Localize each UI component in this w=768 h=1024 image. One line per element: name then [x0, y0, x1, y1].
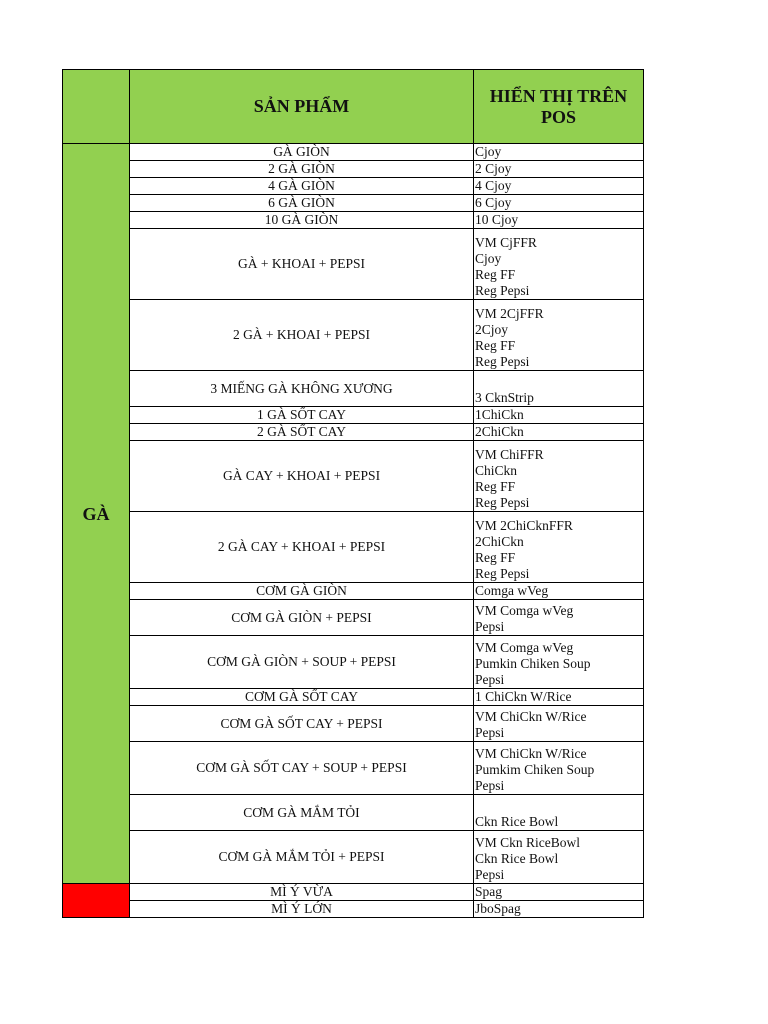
- table-row: [63, 407, 644, 424]
- product-name: CƠM GÀ GIÒN + SOUP + PEPSI: [130, 636, 474, 689]
- pos-display-cell: [474, 600, 644, 636]
- pos-display-cell: [474, 742, 644, 795]
- table-row: [63, 795, 644, 831]
- pos-line: Cjoy: [475, 251, 502, 266]
- pos-line: Pepsi: [475, 619, 505, 634]
- pos-display-cell: [474, 901, 644, 918]
- table-row: [63, 831, 644, 884]
- header-category-cell: [63, 70, 130, 144]
- table-row: [63, 742, 644, 795]
- pos-line: 2ChiCkn: [475, 424, 524, 439]
- product-name: 6 GÀ GIÒN: [130, 195, 474, 212]
- pos-display-cell: [474, 441, 644, 512]
- header-product: SẢN PHẨM: [130, 70, 474, 144]
- pos-display-cell: [474, 229, 644, 300]
- pos-line: Comga wVeg: [475, 583, 549, 598]
- pos-line: VM 2ChiCknFFR: [475, 518, 573, 533]
- product-name: 2 GÀ CAY + KHOAI + PEPSI: [130, 512, 474, 583]
- pos-line: 1 ChiCkn W/Rice: [475, 689, 572, 704]
- pos-line: VM CjFFR: [475, 235, 537, 250]
- header-row: [63, 70, 644, 144]
- pos-line: VM ChiCkn W/Rice: [475, 709, 587, 724]
- pos-line: VM Comga wVeg: [475, 603, 574, 618]
- table-row: [63, 371, 644, 407]
- pos-line: Pumkim Chiken Soup: [475, 762, 595, 777]
- table-row: [63, 212, 644, 229]
- category-cell: [63, 884, 130, 918]
- pos-line: 2 Cjoy: [475, 161, 512, 176]
- pos-display-cell: [474, 195, 644, 212]
- pos-line: 6 Cjoy: [475, 195, 512, 210]
- pos-line: VM ChiCkn W/Rice: [475, 746, 587, 761]
- table-row: [63, 636, 644, 689]
- table-row: [63, 512, 644, 583]
- pos-line: Reg FF: [475, 550, 516, 565]
- pos-line: 2ChiCkn: [475, 534, 524, 549]
- pos-display-cell: [474, 831, 644, 884]
- pos-line: Ckn Rice Bowl: [475, 814, 559, 829]
- pos-display-cell: [474, 689, 644, 706]
- pos-line: Cjoy: [475, 144, 502, 159]
- table-row: [63, 901, 644, 918]
- product-name: GÀ GIÒN: [130, 144, 474, 161]
- product-name: 10 GÀ GIÒN: [130, 212, 474, 229]
- pos-display-cell: [474, 512, 644, 583]
- pos-display-cell: [474, 212, 644, 229]
- product-name: CƠM GÀ SỐT CAY + PEPSI: [130, 706, 474, 742]
- table-row: [63, 600, 644, 636]
- pos-display-cell: [474, 884, 644, 901]
- pos-line: Pepsi: [475, 867, 505, 882]
- product-name: MÌ Ý LỚN: [130, 901, 474, 918]
- pos-line: Reg Pepsi: [475, 354, 530, 369]
- product-name: 1 GÀ SỐT CAY: [130, 407, 474, 424]
- pos-line: Reg Pepsi: [475, 283, 530, 298]
- table-row: [63, 424, 644, 441]
- table-row: [63, 178, 644, 195]
- pos-display-cell: [474, 583, 644, 600]
- pos-line: Reg FF: [475, 267, 516, 282]
- product-name: 2 GÀ GIÒN: [130, 161, 474, 178]
- pos-display-cell: [474, 371, 644, 407]
- table-row: [63, 300, 644, 371]
- pos-line: Reg Pepsi: [475, 495, 530, 510]
- product-name: CƠM GÀ SỐT CAY + SOUP + PEPSI: [130, 742, 474, 795]
- pos-line: Pepsi: [475, 672, 505, 687]
- table-row: [63, 583, 644, 600]
- product-name: 4 GÀ GIÒN: [130, 178, 474, 195]
- product-name: GÀ CAY + KHOAI + PEPSI: [130, 441, 474, 512]
- pos-line: Pepsi: [475, 725, 505, 740]
- pos-line: VM 2CjFFR: [475, 306, 544, 321]
- pos-line: 4 Cjoy: [475, 178, 512, 193]
- pos-display-cell: [474, 424, 644, 441]
- pos-line: ChiCkn: [475, 463, 518, 478]
- menu-pos-sheet: [62, 69, 644, 918]
- product-name: 2 GÀ + KHOAI + PEPSI: [130, 300, 474, 371]
- pos-display-cell: [474, 706, 644, 742]
- pos-line: Spag: [475, 884, 502, 899]
- pos-line: Pepsi: [475, 778, 505, 793]
- pos-line: VM Ckn RiceBowl: [475, 835, 581, 850]
- pos-display-cell: [474, 407, 644, 424]
- pos-line: 3 CknStrip: [475, 390, 534, 405]
- table-row: [63, 689, 644, 706]
- pos-line: Reg Pepsi: [475, 566, 530, 581]
- pos-line: 2Cjoy: [475, 322, 509, 337]
- product-name: CƠM GÀ SỐT CAY: [130, 689, 474, 706]
- table-row: [63, 144, 644, 161]
- category-cell: GÀ: [63, 144, 130, 884]
- table-row: [63, 706, 644, 742]
- pos-line: Reg FF: [475, 479, 516, 494]
- table-row: [63, 884, 644, 901]
- product-name: CƠM GÀ GIÒN: [130, 583, 474, 600]
- pos-line: VM Comga wVeg: [475, 640, 574, 655]
- pos-display-cell: [474, 178, 644, 195]
- pos-line: Ckn Rice Bowl: [475, 851, 559, 866]
- pos-line: VM ChiFFR: [475, 447, 544, 462]
- pos-display-cell: [474, 795, 644, 831]
- product-name: CƠM GÀ MẮM TỎI: [130, 795, 474, 831]
- table-row: [63, 441, 644, 512]
- pos-line: JboSpag: [475, 901, 521, 916]
- pos-line: 1ChiCkn: [475, 407, 524, 422]
- table-row: [63, 161, 644, 178]
- table-row: [63, 195, 644, 212]
- menu-table: [62, 69, 644, 918]
- product-name: GÀ + KHOAI + PEPSI: [130, 229, 474, 300]
- product-name: MÌ Ý VỪA: [130, 884, 474, 901]
- product-name: 3 MIẾNG GÀ KHÔNG XƯƠNG: [130, 371, 474, 407]
- product-name: 2 GÀ SỐT CAY: [130, 424, 474, 441]
- product-name: CƠM GÀ MẮM TỎI + PEPSI: [130, 831, 474, 884]
- pos-line: Reg FF: [475, 338, 516, 353]
- pos-display-cell: [474, 300, 644, 371]
- pos-line: 10 Cjoy: [475, 212, 519, 227]
- pos-line: Pumkin Chiken Soup: [475, 656, 591, 671]
- product-name: CƠM GÀ GIÒN + PEPSI: [130, 600, 474, 636]
- table-row: [63, 229, 644, 300]
- header-pos: HIỂN THỊ TRÊN POS: [474, 70, 644, 144]
- pos-display-cell: [474, 144, 644, 161]
- pos-display-cell: [474, 636, 644, 689]
- pos-display-cell: [474, 161, 644, 178]
